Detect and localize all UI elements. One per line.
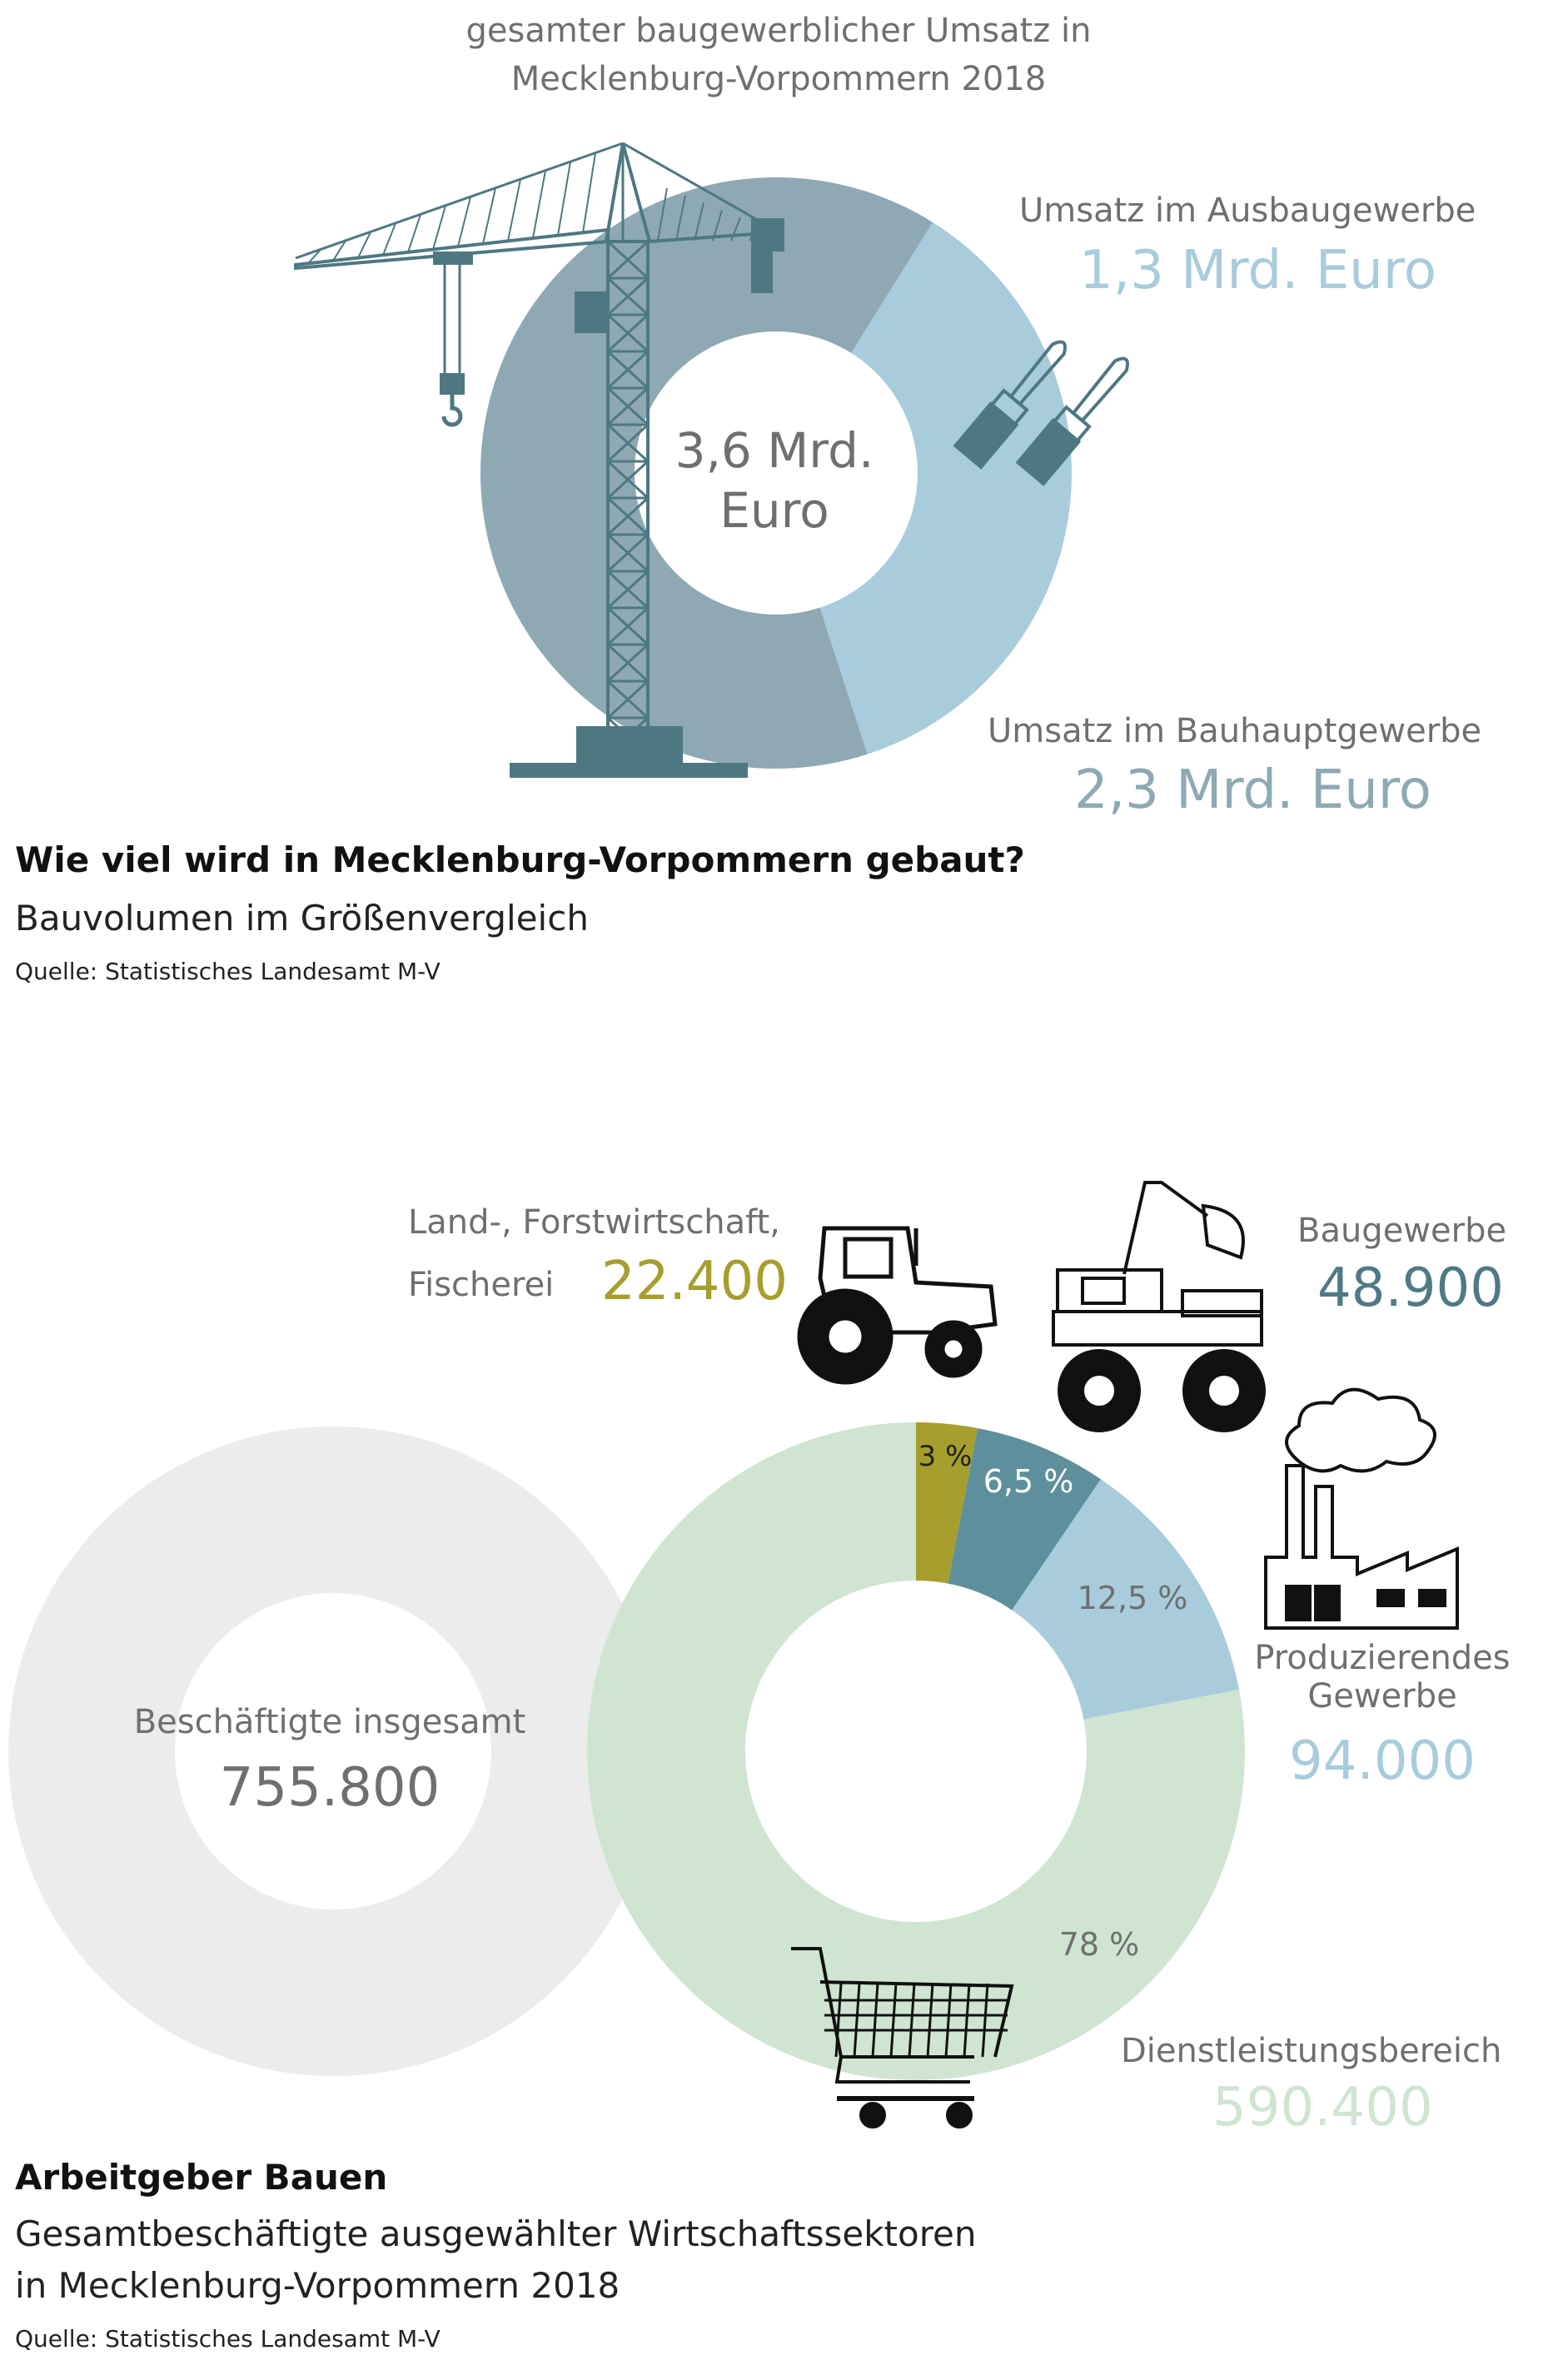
factory-icon (1266, 1466, 1457, 1628)
excavator-icon (1053, 1183, 1264, 1431)
produzierend-label-line2: Gewerbe (1307, 1677, 1457, 1715)
pct-label-dienstleistung: 78 % (1058, 1926, 1140, 1963)
ausbau-value: 1,3 Mrd. Euro (1079, 240, 1436, 301)
produzierend-value: 94.000 (1289, 1730, 1476, 1792)
dienstleistung-value: 590.400 (1212, 2077, 1433, 2139)
total-value: 755.800 (219, 1757, 441, 1819)
chart1-caption-line2: Mecklenburg-Vorpommern 2018 (510, 60, 1047, 98)
chart1-title: Wie viel wird in Mecklenburg-Vorpommern gebaut? (15, 839, 1025, 880)
chart2-title: Arbeitgeber Bauen (15, 2157, 388, 2198)
total-label: Beschäftigte insgesamt (133, 1703, 526, 1741)
produzierend-label-line1: Produzierendes (1254, 1639, 1511, 1677)
pct-label-baugewerbe: 6,5 % (983, 1463, 1074, 1500)
chart1-center-line2: Euro (719, 482, 829, 539)
landwirtschaft-label-2: Fischerei (408, 1266, 555, 1304)
landwirtschaft-label-1: Land-, Forstwirtschaft, (408, 1203, 780, 1242)
chart1-center-label (633, 421, 916, 540)
dienstleistung-label: Dienstleistungsbereich (1121, 2032, 1502, 2070)
baugewerbe-value: 48.900 (1317, 1257, 1504, 1319)
ausbau-label: Umsatz im Ausbaugewerbe (1019, 192, 1476, 230)
chart1-center-line1: 3,6 Mrd. (674, 422, 874, 479)
chart2-source: Quelle: Statistisches Landesamt M-V (15, 2325, 441, 2353)
pct-label-landwirtschaft: 3 % (918, 1440, 973, 1473)
bauhaupt-label: Umsatz im Bauhauptgewerbe (988, 712, 1482, 750)
chart1-donut (0, 0, 1558, 833)
chart1-caption-line1: gesamter baugewerblicher Umsatz in (465, 12, 1092, 50)
baugewerbe-label: Baugewerbe (1297, 1212, 1507, 1250)
chart2-subtitle-line1: Gesamtbeschäftigte ausgewählter Wirtschaftssektoren (15, 2213, 977, 2254)
pct-label-produzierend: 12,5 % (1077, 1580, 1188, 1616)
chart1-subtitle: Bauvolumen im Größenvergleich (15, 898, 589, 939)
chart1-source: Quelle: Statistisches Landesamt M-V (15, 958, 441, 985)
chart2-subtitle-line2: in Mecklenburg-Vorpommern 2018 (15, 2265, 620, 2306)
total-ring (92, 1510, 575, 1993)
landwirtschaft-value: 22.400 (601, 1251, 788, 1312)
tractor-icon (799, 1228, 995, 1382)
bauhaupt-value: 2,3 Mrd. Euro (1074, 759, 1431, 821)
cloud-icon (1287, 1390, 1435, 1471)
produzierend-label (1232, 1639, 1532, 1715)
